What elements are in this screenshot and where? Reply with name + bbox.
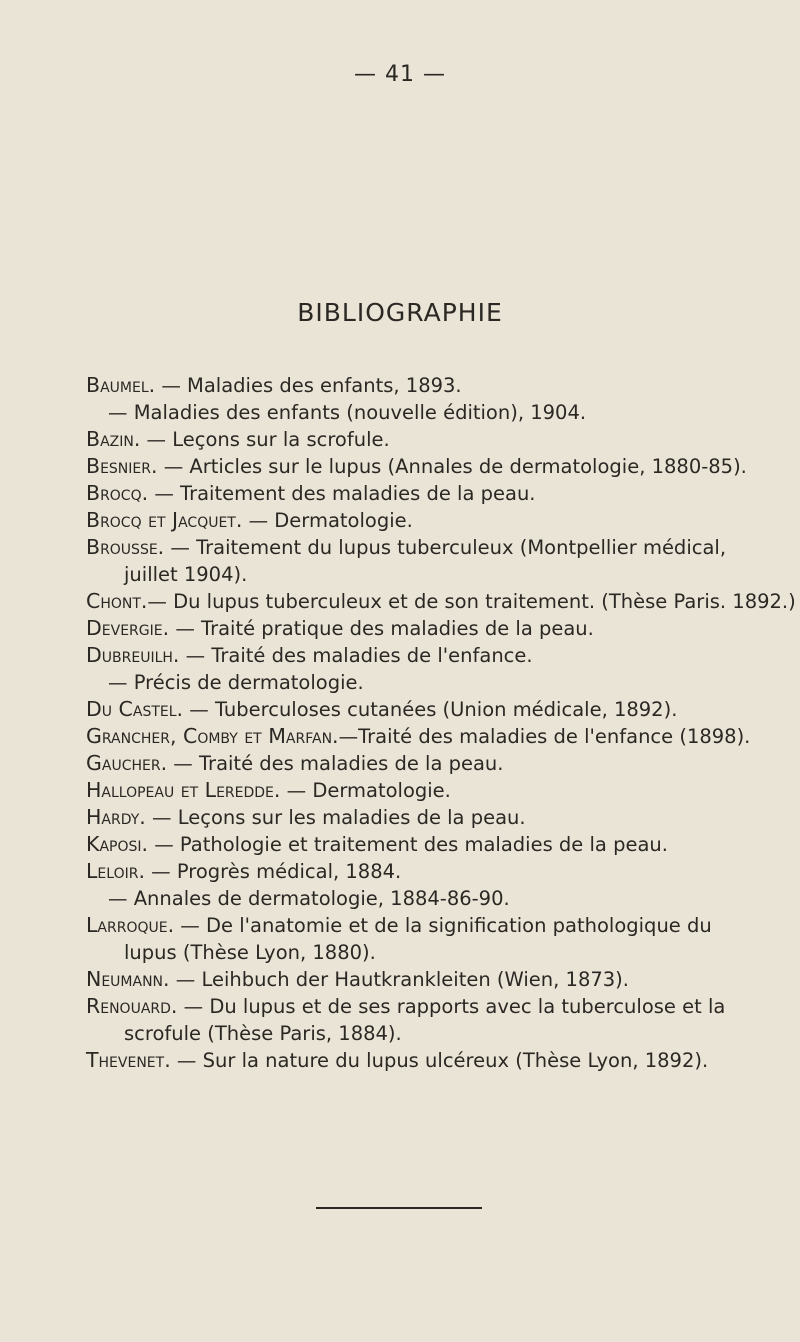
bibliography-entry: Larroque. — De l'anatomie et de la signification pathologique du bbox=[86, 913, 712, 937]
bibliography-entry: Chont.— Du lupus tuberculeux et de son traitement. (Thèse Paris. 1892.) bbox=[86, 589, 796, 613]
page-number: — 41 — bbox=[354, 62, 446, 87]
closing-divider bbox=[316, 1207, 482, 1209]
bibliography-entry: Gaucher. — Traité des maladies de la peau. bbox=[86, 751, 504, 775]
bibliography-entry: Kaposi. — Pathologie et traitement des maladies de la peau. bbox=[86, 832, 668, 856]
page-title: BIBLIOGRAPHIE bbox=[297, 298, 503, 327]
bibliography-entry: Leloir. — Progrès médical, 1884. bbox=[86, 859, 402, 883]
bibliography-entry: Baumel. — Maladies des enfants, 1893. bbox=[86, 373, 462, 397]
bibliography-entry: Besnier. — Articles sur le lupus (Annales de dermatologie, 1880-85). bbox=[86, 454, 747, 478]
bibliography-list bbox=[86, 372, 796, 1074]
bibliography-entry-continuation: juillet 1904). bbox=[124, 563, 248, 586]
bibliography-entry: Thevenet. — Sur la nature du lupus ulcéreux (Thèse Lyon, 1892). bbox=[86, 1048, 709, 1072]
bibliography-entry: Grancher, Comby et Marfan.—Traité des maladies de l'enfance (1898). bbox=[86, 724, 751, 748]
bibliography-entry: Brousse. — Traitement du lupus tuberculeux (Montpellier médical, bbox=[86, 535, 727, 559]
bibliography-entry: Brocq et Jacquet. — Dermatologie. bbox=[86, 508, 413, 532]
bibliography-entry: Brocq. — Traitement des maladies de la peau. bbox=[86, 481, 536, 505]
bibliography-entry-continuation: scrofule (Thèse Paris, 1884). bbox=[124, 1022, 402, 1045]
bibliography-entry: Du Castel. — Tuberculoses cutanées (Union médicale, 1892). bbox=[86, 697, 678, 721]
bibliography-entry: Bazin. — Leçons sur la scrofule. bbox=[86, 427, 390, 451]
bibliography-entry: Devergie. — Traité pratique des maladies de la peau. bbox=[86, 616, 594, 640]
bibliography-entry: Dubreuilh. — Traité des maladies de l'enfance. bbox=[86, 643, 533, 667]
bibliography-entry: — Précis de dermatologie. bbox=[108, 671, 364, 694]
bibliography-entry: Hardy. — Leçons sur les maladies de la peau. bbox=[86, 805, 526, 829]
bibliography-entry: Hallopeau et Leredde. — Dermatologie. bbox=[86, 778, 451, 802]
bibliography-entry-continuation: lupus (Thèse Lyon, 1880). bbox=[124, 941, 376, 964]
bibliography-entry: Renouard. — Du lupus et de ses rapports avec la tuberculose et la bbox=[86, 994, 726, 1018]
bibliography-entry: — Annales de dermatologie, 1884-86-90. bbox=[108, 887, 510, 910]
bibliography-entry: — Maladies des enfants (nouvelle édition), 1904. bbox=[108, 401, 587, 424]
bibliography-entry: Neumann. — Leihbuch der Hautkrankleiten (Wien, 1873). bbox=[86, 967, 629, 991]
